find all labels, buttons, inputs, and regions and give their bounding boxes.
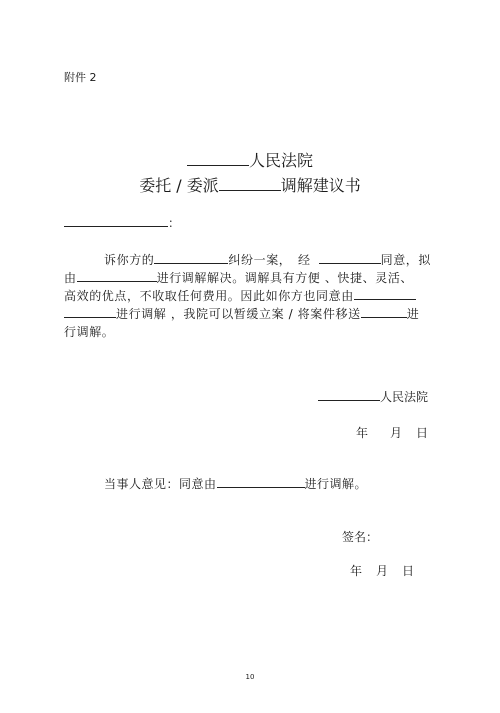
party-opinion <box>104 475 367 492</box>
signature-label: 签名： <box>342 530 379 544</box>
title-suffix: 调解建议书 <box>280 176 361 195</box>
body-line-4 <box>64 305 419 322</box>
addressee-colon: ： <box>168 216 181 230</box>
court-signature-label: 人民法院 <box>380 390 429 404</box>
page-number: 10 <box>245 673 255 681</box>
consenting-party-blank <box>319 251 381 264</box>
mediator-blank-2 <box>354 287 416 300</box>
attachment-label: 附件 2 <box>64 71 97 84</box>
opinion-mediator-blank <box>217 475 305 488</box>
date-year: 年 <box>350 564 363 578</box>
dispute-type-blank <box>154 251 228 264</box>
title-line-2 <box>0 173 500 196</box>
body-text: 诉你方的 <box>104 253 155 267</box>
body-text: 进行调解解决。调解具有方便 、快捷、灵活、 <box>156 271 414 285</box>
body-line-2 <box>64 269 413 286</box>
body-text: 同意，拟 <box>380 253 432 267</box>
body-text: 进 <box>406 307 420 321</box>
title-court-suffix: 人民法院 <box>248 151 313 170</box>
date-month: 月 <box>376 564 389 578</box>
court-date <box>356 424 428 441</box>
body-text: 纠纷一案， 经 <box>228 253 311 267</box>
date-day: 日 <box>416 426 429 440</box>
addressee-line <box>64 214 180 231</box>
court-signature-blank <box>318 388 380 401</box>
date-month: 月 <box>390 426 403 440</box>
court-signature <box>318 388 428 405</box>
opinion-prefix: 当事人意见：同意由 <box>104 477 217 491</box>
mediation-org-blank <box>219 174 281 191</box>
transfer-target-blank <box>361 305 407 318</box>
court-name-blank <box>187 149 249 166</box>
party-date <box>350 562 414 579</box>
title-line-1 <box>0 148 500 171</box>
body-line-3 <box>64 287 416 304</box>
mediator-blank-3 <box>64 305 116 318</box>
body-text: 高效的优点，不收取任何费用。因此如你方也同意由 <box>64 289 354 303</box>
body-line-1 <box>104 251 431 268</box>
date-day: 日 <box>402 564 415 578</box>
body-text: 由 <box>64 271 77 285</box>
addressee-blank <box>64 214 168 227</box>
body-text: 进行调解 ，我院可以暂缓立案 / 将案件移送 <box>116 307 361 321</box>
title-prefix: 委托 / 委派 <box>139 176 219 195</box>
mediator-blank <box>77 269 157 282</box>
date-year: 年 <box>356 426 369 440</box>
body-text: 行调解。 <box>64 325 115 339</box>
opinion-suffix: 进行调解。 <box>304 477 368 491</box>
body-line-5 <box>64 323 114 340</box>
